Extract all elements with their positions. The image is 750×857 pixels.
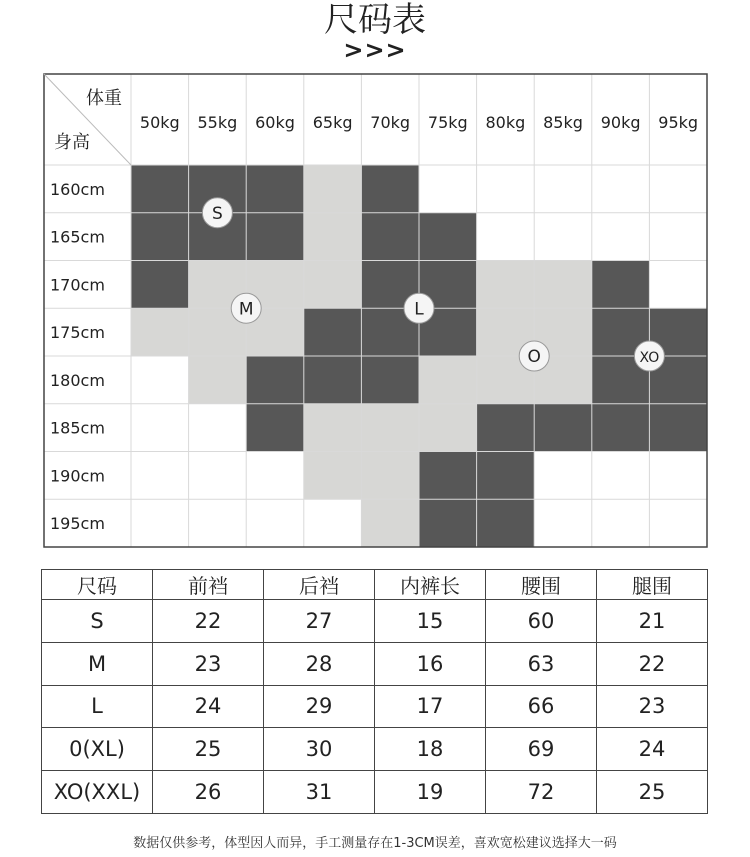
chart-cell — [419, 404, 477, 452]
header-waist: 腰围 — [486, 570, 597, 600]
size-badge-label: L — [414, 299, 424, 320]
table-row — [42, 685, 708, 728]
chart-cell — [361, 499, 419, 547]
chart-cell — [592, 213, 650, 261]
chart-cell — [419, 213, 477, 261]
weight-label: 50kg — [139, 113, 180, 132]
header-back-rise: 后裆 — [264, 570, 375, 600]
chart-cell — [534, 213, 592, 261]
weight-label: 80kg — [485, 113, 526, 132]
chart-cell — [131, 356, 189, 404]
chart-cell — [246, 452, 304, 500]
table-cell: 30 — [264, 728, 375, 771]
chart-cell — [534, 499, 592, 547]
table-cell: 27 — [264, 600, 375, 643]
chart-cell — [246, 404, 304, 452]
chart-cell — [361, 165, 419, 213]
height-label: 175cm — [50, 323, 105, 343]
chart-cell — [534, 404, 592, 452]
chart-cell — [246, 499, 304, 547]
chart-cell — [592, 261, 650, 309]
chart-cell — [477, 499, 535, 547]
chart-cell — [592, 499, 650, 547]
chart-cell — [649, 213, 707, 261]
table-row — [42, 600, 708, 643]
header-size: 尺码 — [42, 570, 153, 600]
chart-cell — [534, 261, 592, 309]
page-title: 尺码表 — [324, 0, 426, 40]
chart-cell — [361, 356, 419, 404]
chart-cell — [304, 356, 362, 404]
weight-label: 85kg — [543, 113, 583, 132]
weight-label: 90kg — [600, 113, 641, 132]
chart-cell — [304, 499, 362, 547]
table-cell: 24 — [153, 685, 264, 728]
table-cell: 22 — [597, 642, 708, 685]
table-row — [42, 728, 708, 771]
header-length: 内裤长 — [375, 570, 486, 600]
chart-cell — [477, 213, 535, 261]
size-table — [41, 569, 708, 814]
table-cell: 60 — [486, 600, 597, 643]
weight-label: 65kg — [312, 113, 353, 132]
chart-cell — [649, 261, 707, 309]
chart-cell — [534, 165, 592, 213]
table-row — [42, 642, 708, 685]
table-cell: 19 — [375, 771, 486, 814]
table-cell: 69 — [486, 728, 597, 771]
weight-label: 95kg — [658, 113, 699, 132]
chart-cell — [592, 452, 650, 500]
chart-cell — [534, 452, 592, 500]
chart-cell — [592, 165, 650, 213]
weight-label: 70kg — [370, 113, 411, 132]
table-cell: 18 — [375, 728, 486, 771]
table-cell: 17 — [375, 685, 486, 728]
size-badge-label: O — [527, 347, 541, 367]
size-label-cell: L — [42, 685, 153, 728]
table-cell: 24 — [597, 728, 708, 771]
chart-cell — [419, 165, 477, 213]
table-header-row — [42, 570, 708, 600]
table-cell: 25 — [597, 771, 708, 814]
chart-cell — [131, 308, 189, 356]
chart-cell — [189, 499, 247, 547]
chart-cell — [361, 452, 419, 500]
height-label: 170cm — [50, 275, 105, 295]
chart-cell — [131, 404, 189, 452]
chart-cell — [189, 452, 247, 500]
chart-cell — [477, 261, 535, 309]
table-cell: 22 — [153, 600, 264, 643]
table-cell: 31 — [264, 771, 375, 814]
chart-cell — [189, 356, 247, 404]
chart-cell — [304, 308, 362, 356]
table-cell: 23 — [597, 685, 708, 728]
table-cell: 21 — [597, 600, 708, 643]
height-label: 165cm — [50, 227, 105, 247]
size-badge-label: M — [238, 299, 254, 320]
table-cell: 72 — [486, 771, 597, 814]
chart-cell — [592, 404, 650, 452]
table-cell: 15 — [375, 600, 486, 643]
chart-cell — [131, 261, 189, 309]
size-badge-label: S — [212, 203, 223, 224]
weight-label: 60kg — [255, 113, 295, 132]
height-label: 160cm — [50, 179, 105, 199]
height-label: 195cm — [50, 514, 105, 534]
chart-cell — [246, 213, 304, 261]
chart-cell — [649, 165, 707, 213]
size-badge-label: XO — [639, 350, 660, 366]
weight-label: 75kg — [427, 113, 468, 132]
chart-cell — [189, 404, 247, 452]
weight-label: 55kg — [197, 113, 238, 132]
footnote: 数据仅供参考，体型因人而异，手工测量存在1-3CM误差，喜欢宽松建议选择大一码 — [133, 836, 617, 851]
chart-cell — [246, 356, 304, 404]
chart-cell — [649, 452, 707, 500]
chart-cell — [649, 404, 707, 452]
chart-cell — [361, 213, 419, 261]
chart-cell — [477, 452, 535, 500]
chart-cell — [304, 213, 362, 261]
chart-cell — [649, 499, 707, 547]
chart-cell — [477, 404, 535, 452]
table-cell: 28 — [264, 642, 375, 685]
table-cell: 63 — [486, 642, 597, 685]
size-label-cell: S — [42, 600, 153, 643]
table-row — [42, 771, 708, 814]
chart-cell — [246, 165, 304, 213]
height-label: 185cm — [50, 418, 105, 438]
chart-cell — [131, 452, 189, 500]
chart-cell — [419, 356, 477, 404]
chart-cell — [304, 261, 362, 309]
chart-cell — [304, 452, 362, 500]
corner-weight-label: 体重 — [86, 88, 122, 109]
header-leg: 腿围 — [597, 570, 708, 600]
table-cell: 16 — [375, 642, 486, 685]
chart-cell — [477, 165, 535, 213]
table-cell: 25 — [153, 728, 264, 771]
chart-cell — [361, 404, 419, 452]
corner-height-label: 身高 — [54, 132, 90, 153]
size-label-cell: M — [42, 642, 153, 685]
table-cell: 66 — [486, 685, 597, 728]
table-cell: 26 — [153, 771, 264, 814]
arrows-decoration: >>> — [343, 36, 407, 64]
table-cell: 29 — [264, 685, 375, 728]
header-front-rise: 前裆 — [153, 570, 264, 600]
chart-cell — [304, 165, 362, 213]
chart-cell — [131, 165, 189, 213]
height-label: 190cm — [50, 466, 105, 486]
height-label: 180cm — [50, 370, 105, 390]
size-label-cell: 0(XL) — [42, 728, 153, 771]
chart-cell — [304, 404, 362, 452]
chart-cell — [419, 452, 477, 500]
table-cell: 23 — [153, 642, 264, 685]
chart-cell — [419, 499, 477, 547]
size-label-cell: XO(XXL) — [42, 771, 153, 814]
chart-cell — [131, 499, 189, 547]
chart-cell — [131, 213, 189, 261]
